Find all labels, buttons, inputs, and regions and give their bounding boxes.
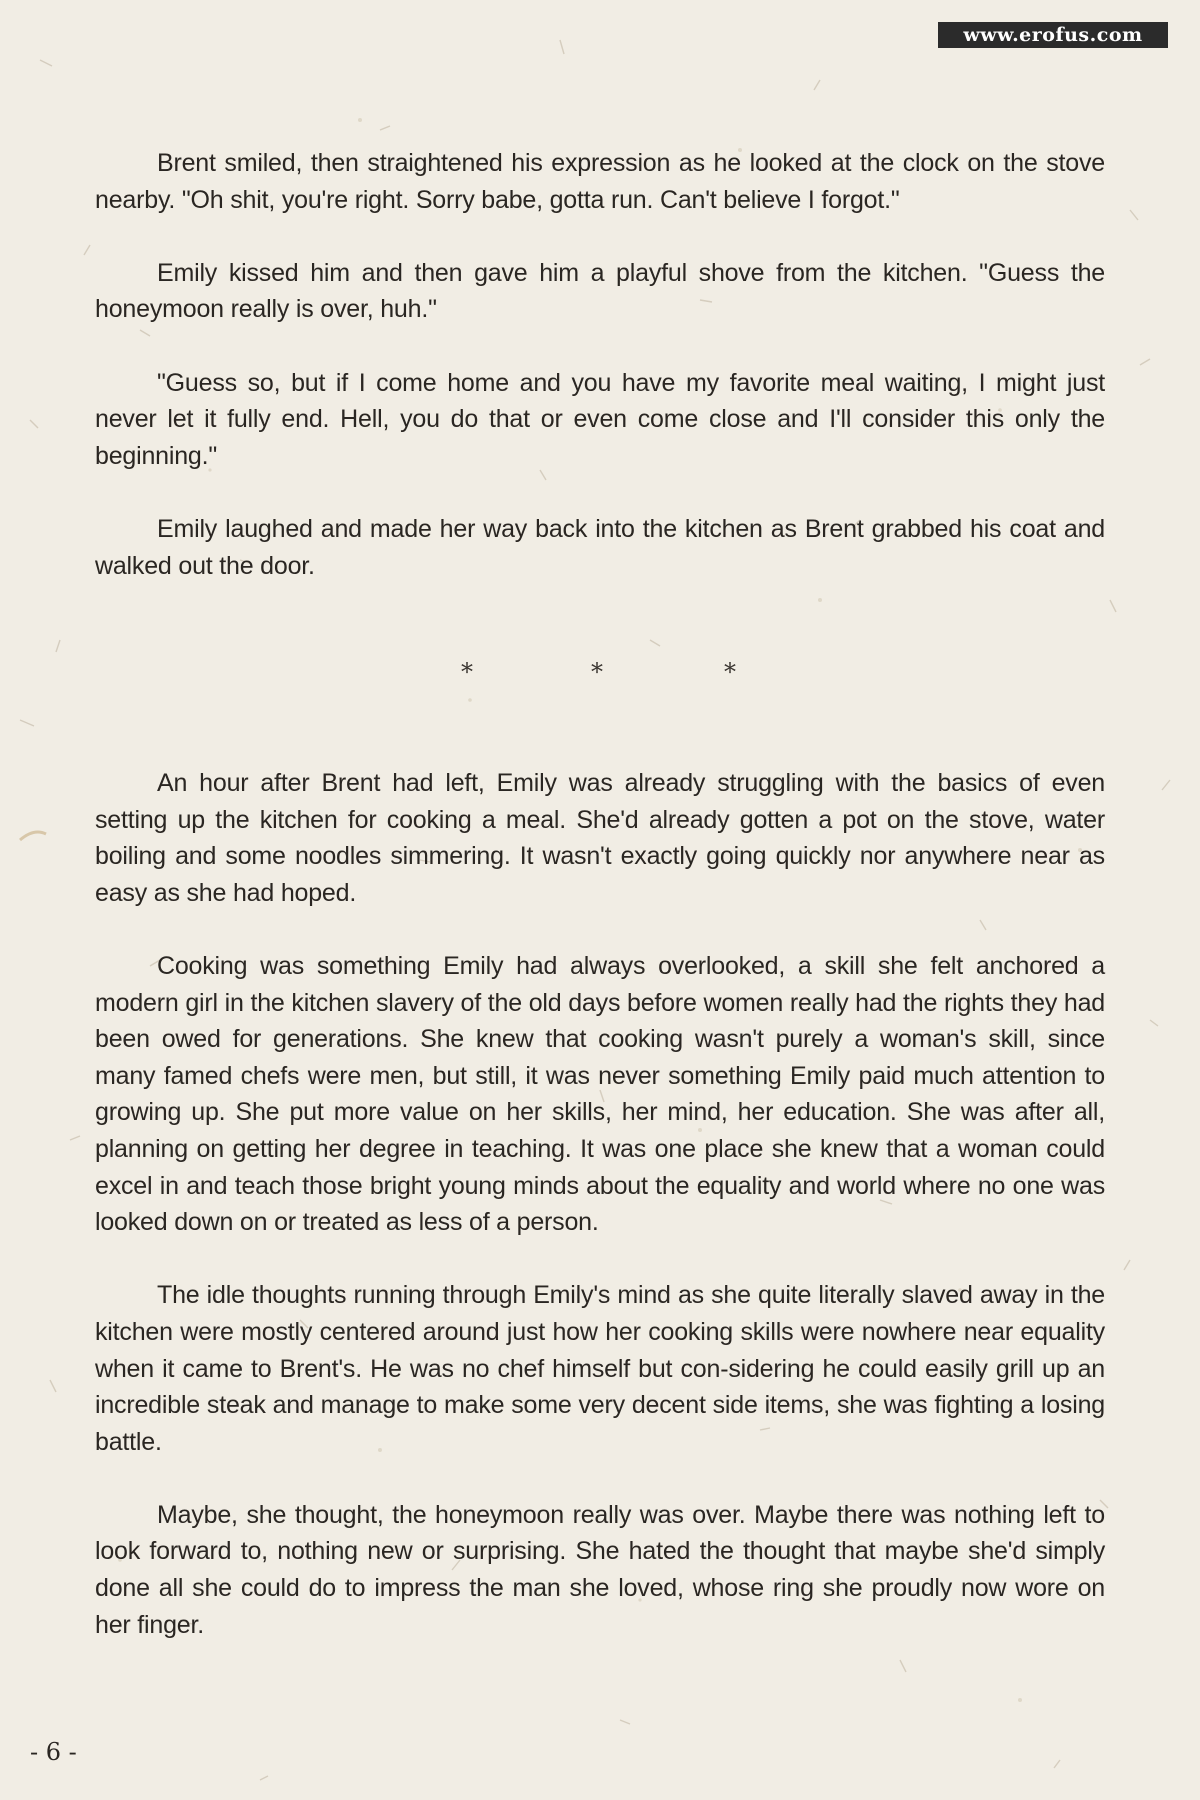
paragraph: Cooking was something Emily had always overlooked, a skill she felt anchored a modern girl in the kitchen slavery of the old days before women really had the rights they had been owed for generations. She knew that cooking wasn't purely a woman's skill, since many famed chefs were men, but still, it was never something Emily paid much attention to growing up. She put more value on her skills, her mind, her education. She was after all, planning on getting her degree in teaching. It was one place she knew that a woman could excel in and teach those bright young minds about the equality and world where no one was looked down on or treated as less of a person.	[95, 951, 1105, 1237]
watermark: www.erofus.com	[938, 22, 1168, 48]
paragraph: Emily kissed him and then gave him a playful shove from the kitchen. "Guess the honeymoon really is over, huh."	[95, 258, 1105, 324]
paragraph: Emily laughed and made her way back into the kitchen as Brent grabbed his coat and walked out the door.	[95, 514, 1105, 580]
story-text-after-break	[95, 765, 1105, 1643]
scene-break-asterisk: *	[724, 658, 736, 686]
paragraph: Maybe, she thought, the honeymoon really was over. Maybe there was nothing left to look forward to, nothing new or surprising. She hated the thought that maybe she'd simply done all she could do to impress the man she loved, whose ring she proudly now wore on her finger.	[95, 1500, 1105, 1639]
scene-break-asterisk: *	[461, 658, 473, 686]
paragraph: "Guess so, but if I come home and you have my favorite meal waiting, I might just never let it fully end. Hell, you do that or even come close and I'll consider this only the beginning."	[95, 368, 1105, 470]
story-text-before-break	[95, 145, 1105, 584]
paragraph: An hour after Brent had left, Emily was already struggling with the basics of even setting up the kitchen for cooking a meal. She'd already gotten a pot on the stove, water boiling and some noodles simmering. It wasn't exactly going quickly nor anywhere near as easy as she had hoped.	[95, 769, 1105, 907]
page-number: - 6 -	[30, 1738, 77, 1766]
scene-break-asterisk: *	[591, 658, 603, 686]
paragraph: The idle thoughts running through Emily's mind as she quite literally slaved away in the kitchen were mostly centered around just how her cooking skills were nowhere near equality when it came to Brent's. He was no chef himself but con-sidering he could easily grill up an incredible steak and manage to make some very decent side items, she was fighting a losing battle.	[95, 1281, 1105, 1456]
paragraph: Brent smiled, then straightened his expression as he looked at the clock on the stove nearby. "Oh shit, you're right. Sorry babe, gotta run. Can't believe I forgot."	[95, 149, 1105, 214]
scene-break	[0, 658, 1200, 694]
